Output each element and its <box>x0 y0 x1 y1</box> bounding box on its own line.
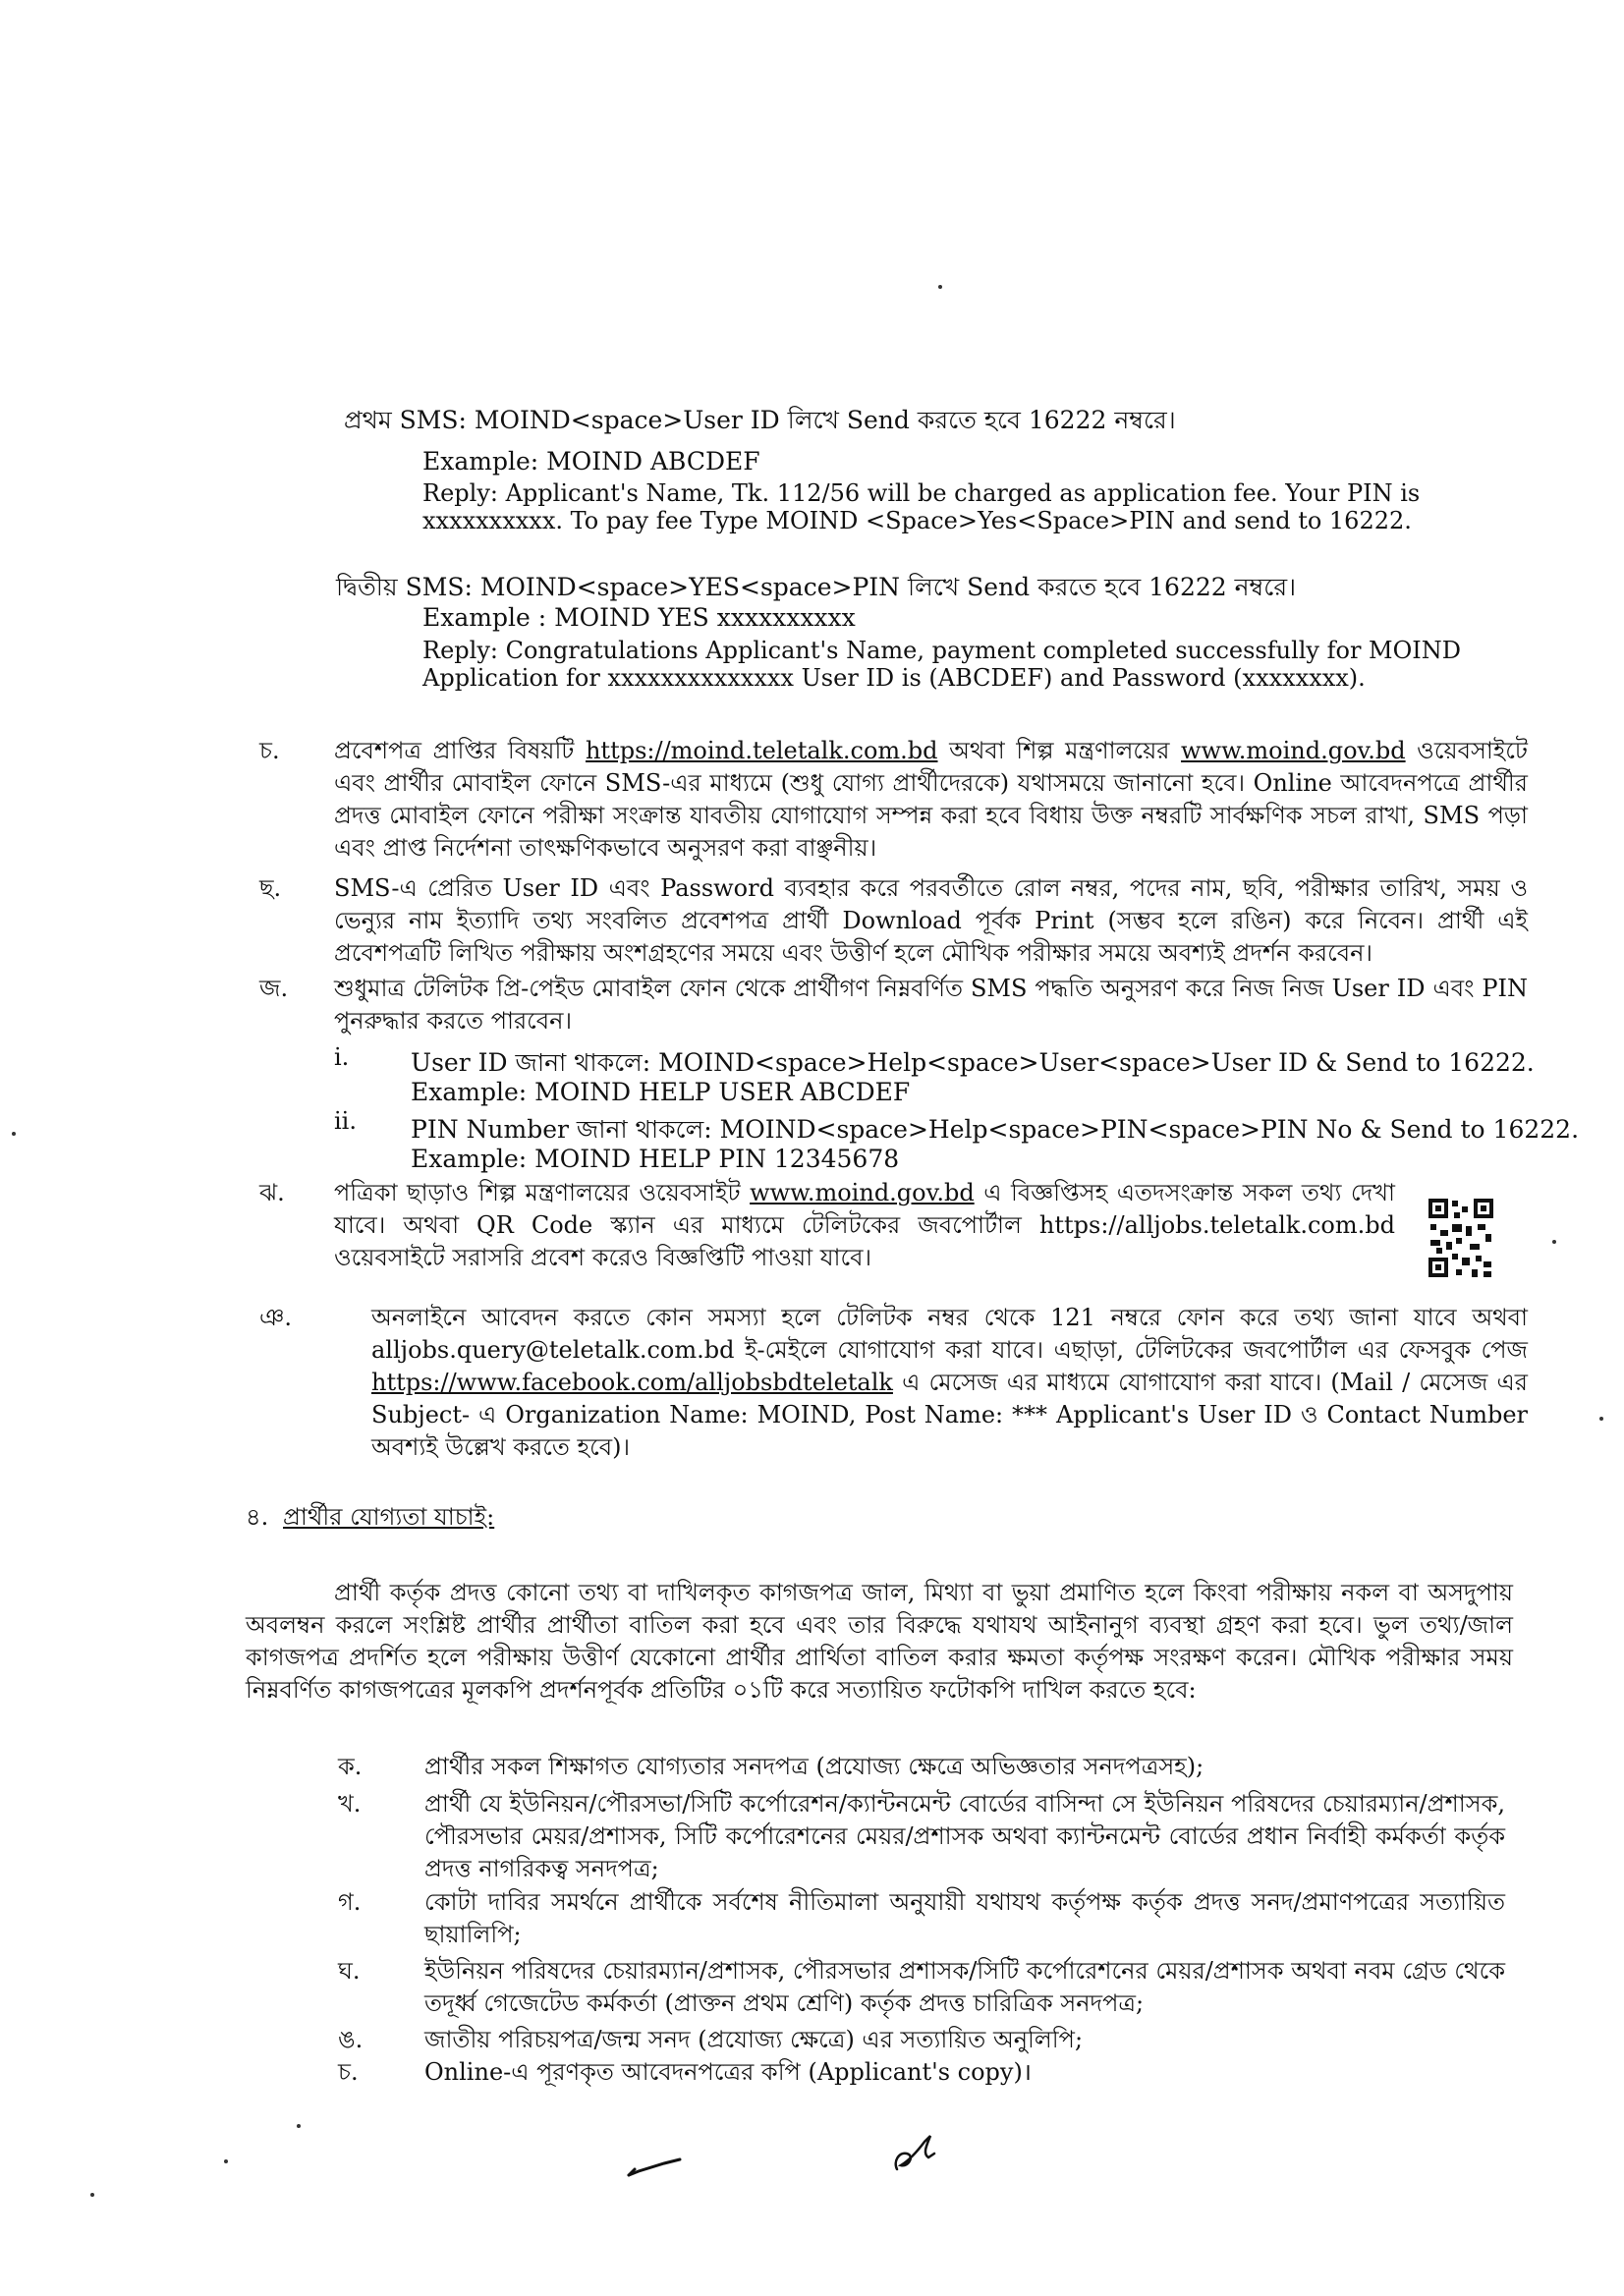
clause-jha-pre: পত্রিকা ছাড়াও শিল্প মন্ত্রণালয়ের ওয়েবসাইট <box>334 1179 751 1206</box>
second-sms-reply-line2: Application for xxxxxxxxxxxxxx User ID is (ABCDEF) and Password (xxxxxxxx). <box>422 664 1366 692</box>
clause-jha-link-moind[interactable]: www.moind.gov.bd <box>750 1179 975 1206</box>
doc-item-cha-text: Online-এ পূরণকৃত আবেদনপত্রের কপি (Applicant's copy)। <box>424 2058 1032 2086</box>
doc-item-ga-text: কোটা দাবির সমর্থনে প্রার্থীকে সর্বশেষ নীতিমালা অনুযায়ী যথাযথ কর্তৃপক্ষ কর্তৃক প্রদত্ত সনদ/প্রমাণপত্রের সত্যায়িত ছায়ালিপি; <box>424 1888 1505 1948</box>
doc-item-ka-marker: ক. <box>338 1753 363 1780</box>
doc-item-ga-marker: গ. <box>338 1888 362 1916</box>
scan-dot <box>1599 1417 1603 1421</box>
second-sms-example: Example : MOIND YES xxxxxxxxxx <box>422 603 856 632</box>
ja-item-i-num: i. <box>334 1043 350 1071</box>
section4-number: ৪. <box>246 1503 269 1531</box>
clause-chha-text: SMS-এ প্রেরিত User ID এবং Password ব্যবহার করে পরবর্তীতে রোল নম্বর, পদের নাম, ছবি, পরীক্ষার তারিখ, সময় ও ভেন্যুর নাম ইত্যাদি তথ্য সংবলিত প্রবেশপত্র প্রার্থী Download পূর্বক Print (সম্ভব হলে রঙিন) করে নিবেন। প্রার্থী এই প্রবেশপত্রটি লিখিত পরীক্ষায় অংশগ্রহণের সময়ে এবং উত্তীর্ণ হলে মৌখিক পরীক্ষার সময়ে অবশ্যই প্রদর্শন করবেন। <box>334 874 1528 967</box>
clause-ja-marker: জ. <box>259 975 289 1002</box>
clause-nya-marker: ঞ. <box>259 1304 292 1331</box>
ja-item-ii-example: Example: MOIND HELP PIN 12345678 <box>411 1145 900 1173</box>
clause-nya-post: এ মেসেজ এর মাধ্যমে যোগাযোগ করা যাবে। (Mail / মেসেজ এর Subject- এ Organization Name: MOIND, Post Name: *** Applicant's User ID ও Contact Number অবশ্যই উল্লেখ করতে হবে)। <box>371 1369 1528 1461</box>
first-sms-example: Example: MOIND ABCDEF <box>422 447 760 476</box>
doc-item-ka-text: প্রার্থীর সকল শিক্ষাগত যোগ্যতার সনদপত্র (প্রযোজ্য ক্ষেত্রে অভিজ্ঞতার সনদপত্রসহ); <box>424 1753 1204 1780</box>
section4-heading: প্রার্থীর যোগ্যতা যাচাই: <box>283 1503 495 1531</box>
clause-cha-pre: প্রবেশপত্র প্রাপ্তির বিষয়টি <box>334 737 586 764</box>
doc-item-kha-text: প্রার্থী যে ইউনিয়ন/পৌরসভা/সিটি কর্পোরেশন/ক্যান্টনমেন্ট বোর্ডের বাসিন্দা সে ইউনিয়ন পরিষদের চেয়ারম্যান/প্রশাসক, পৌরসভার মেয়র/প্রশাসক, সিটি কর্পোরেশনের মেয়র/প্রশাসক অথবা ক্যান্টনমেন্ট বোর্ডের প্রধান নির্বাহী কর্মকর্তা কর্তৃক প্রদত্ত নাগরিকত্ব সনদপত্র; <box>424 1790 1505 1882</box>
clause-chha-marker: ছ. <box>259 874 282 902</box>
qr-code <box>1427 1197 1495 1279</box>
section4-intro: প্রার্থী কর্তৃক প্রদত্ত কোনো তথ্য বা দাখিলকৃত কাগজপত্র জাল, মিথ্যা বা ভুয়া প্রমাণিত হলে কিংবা পরীক্ষায় নকল বা অসদুপায় অবলম্বন করলে সংশ্লিষ্ট প্রার্থীর প্রার্থীতা বাতিল করা হবে এবং তার বিরুদ্ধে যথাযথ আইনানুগ ব্যবস্থা গ্রহণ করা হবে। ভুল তথ্য/জাল কাগজপত্র প্রদর্শিত হলে পরীক্ষায় উত্তীর্ণ যেকোনো প্রার্থীর প্রার্থিতা বাতিল করার ক্ষমতা কর্তৃপক্ষ সংরক্ষণ করেন। মৌখিক পরীক্ষার সময় নিম্নবর্ণিত কাগজপত্রের মূলকপি প্রদর্শনপূর্বক প্রতিটির ০১টি করে সত্যায়িত ফটোকপি দাখিল করতে হবে: <box>246 1579 1513 1704</box>
scan-dot <box>90 2193 94 2197</box>
ja-item-ii-num: ii. <box>334 1107 357 1135</box>
scan-dot <box>938 285 942 289</box>
doc-item-cha-marker: চ. <box>338 2058 359 2086</box>
doc-item-kha-marker: খ. <box>338 1790 362 1818</box>
ja-item-i-line: User ID জানা থাকলে: MOIND<space>Help<space>User<space>User ID & Send to 16222. <box>411 1048 1535 1077</box>
clause-ja-text: শুধুমাত্র টেলিটক প্রি-পেইড মোবাইল ফোন থেকে প্রার্থীগণ নিম্নবর্ণিত SMS পদ্ধতি অনুসরণ করে নিজ নিজ User ID এবং PIN পুনরুদ্ধার করতে পারবেন। <box>334 975 1528 1035</box>
clause-cha-text <box>334 735 1528 865</box>
clause-nya-pre: অনলাইনে আবেদন করতে কোন সমস্যা হলে টেলিটক নম্বর থেকে 121 নম্বরে ফোন করে তথ্য জানা যাবে অথবা alljobs.query@teletalk.com.bd ই-মেইলে যোগাযোগ করা যাবে। এছাড়া, টেলিটকের জবপোর্টাল এর ফেসবুক পেজ <box>371 1304 1528 1364</box>
clause-jha-post: এ বিজ্ঞপ্তিসহ এতদসংক্রান্ত সকল তথ্য দেখা যাবে। অথবা QR Code স্ক্যান এর মাধ্যমে টেলিটকের জবপোর্টাল https://alljobs.teletalk.com.bd ওয়েবসাইটে সরাসরি প্রবেশ করেও বিজ্ঞপ্তিটি পাওয়া যাবে। <box>334 1179 1395 1271</box>
first-sms-reply-line2: xxxxxxxxxx. To pay fee Type MOIND <Space>Yes<Space>PIN and send to 16222. <box>422 507 1412 534</box>
clause-nya-link-facebook[interactable]: https://www.facebook.com/alljobsbdteletalk <box>371 1369 893 1396</box>
clause-cha-link-moind[interactable]: www.moind.gov.bd <box>1180 737 1406 764</box>
doc-item-nga-text: জাতীয় পরিচয়পত্র/জন্ম সনদ (প্রযোজ্য ক্ষেত্রে) এর সত্যায়িত অনুলিপি; <box>424 2026 1084 2053</box>
scan-dot <box>1552 1240 1556 1244</box>
clause-cha-marker: চ. <box>259 737 280 764</box>
clause-jha-text <box>334 1177 1395 1274</box>
signature-right <box>889 2132 938 2176</box>
first-sms-label: প্রথম SMS: MOIND<space>User ID লিখে Send করতে হবে 16222 নম্বরে। <box>344 406 1176 434</box>
scan-dot <box>12 1132 16 1136</box>
clause-cha-mid: অথবা শিল্প মন্ত্রণালয়ের <box>937 737 1181 764</box>
second-sms-reply-line1: Reply: Congratulations Applicant's Name, payment completed successfully for MOIND <box>422 637 1462 664</box>
first-sms-reply-line1: Reply: Applicant's Name, Tk. 112/56 will be charged as application fee. Your PIN is <box>422 479 1421 507</box>
clause-nya-text <box>371 1302 1528 1464</box>
doc-item-gha-marker: ঘ. <box>338 1957 361 1985</box>
scan-dot <box>224 2159 228 2163</box>
clause-cha-post: ওয়েবসাইটে এবং প্রার্থীর মোবাইল ফোনে SMS-এর মাধ্যমে (শুধু যোগ্য প্রার্থীদেরকে) যথাসময়ে জানানো হবে। Online আবেদনপত্রে প্রার্থীর প্রদত্ত মোবাইল ফোনে পরীক্ষা সংক্রান্ত যাবতীয় যোগাযোগ সম্পন্ন করা হবে বিধায় উক্ত নম্বরটি সার্বক্ষণিক সচল রাখা, SMS পড়া এবং প্রাপ্ত নির্দেশনা তাৎক্ষণিকভাবে অনুসরণ করা বাঞ্ছনীয়। <box>334 737 1529 862</box>
clause-cha-link-teletalk[interactable]: https://moind.teletalk.com.bd <box>585 737 938 764</box>
ja-item-i-example: Example: MOIND HELP USER ABCDEF <box>411 1078 911 1106</box>
second-sms-label: দ্বিতীয় SMS: MOIND<space>YES<space>PIN লিখে Send করতে হবে 16222 নম্বরে। <box>336 573 1297 601</box>
doc-item-nga-marker: ঙ. <box>338 2026 364 2053</box>
initial-mark-left <box>625 2152 684 2181</box>
clause-jha-marker: ঝ. <box>259 1179 285 1206</box>
doc-item-gha-text: ইউনিয়ন পরিষদের চেয়ারম্যান/প্রশাসক, পৌরসভার প্রশাসক/সিটি কর্পোরেশনের মেয়র/প্রশাসক অথবা নবম গ্রেড থেকে তদূর্ধ্ব গেজেটেড কর্মকর্তা (প্রাক্তন প্রথম শ্রেণি) কর্তৃক প্রদত্ত চারিত্রিক সনদপত্র; <box>424 1957 1505 2017</box>
ja-item-ii-line: PIN Number জানা থাকলে: MOIND<space>Help<space>PIN<space>PIN No & Send to 16222. <box>411 1115 1580 1144</box>
scan-dot <box>297 2124 301 2128</box>
